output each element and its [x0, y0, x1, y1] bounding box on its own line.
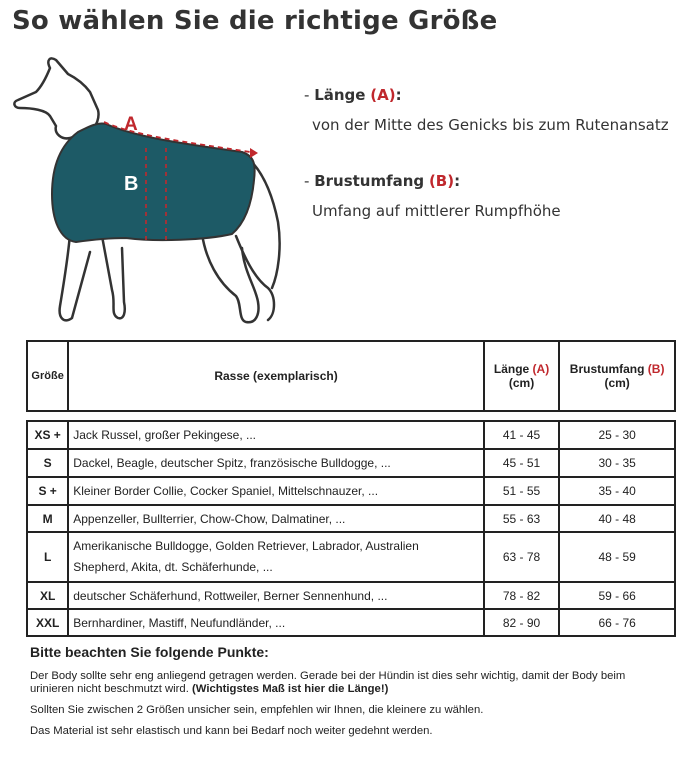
notes-title: Bitte beachten Sie folgende Punkte:: [30, 644, 269, 660]
chest-cell: 59 - 66: [559, 582, 675, 609]
header-length-unit: (cm): [508, 376, 535, 390]
length-cell: 45 - 51: [484, 449, 559, 477]
legend-length: [304, 86, 669, 134]
dog-coat: [52, 123, 255, 242]
legend-chest: [304, 172, 561, 220]
dog-outline: [14, 58, 98, 138]
header-size: Größe: [27, 341, 68, 411]
label-b: B: [124, 173, 139, 195]
chest-cell: 30 - 35: [559, 449, 675, 477]
chest-cell: 66 - 76: [559, 609, 675, 636]
header-length-code: (A): [532, 362, 550, 376]
header-length-name: Länge: [493, 362, 530, 376]
legend-chest-heading: [304, 172, 561, 190]
table-row: [27, 532, 675, 582]
table-row: [27, 505, 675, 532]
chest-cell: 35 - 40: [559, 477, 675, 505]
size-cell: M: [27, 505, 68, 532]
size-table: [26, 420, 676, 637]
breed-cell: Bernhardiner, Mastiff, Neufundländer, ...: [68, 609, 484, 636]
length-cell: 55 - 63: [484, 505, 559, 532]
chest-cell: 48 - 59: [559, 532, 675, 582]
length-cell: 63 - 78: [484, 532, 559, 582]
note-fit-text: Der Body sollte sehr eng anliegend getragen werden. Gerade bei der Hündin ist dies sehr wichtig, damit der Body beim urinieren nicht beschmutzt wird.: [30, 670, 626, 695]
breed-cell: [68, 532, 484, 582]
breed-line-2: Shepherd, Akita, dt. Schäferhunde, ...: [73, 560, 273, 574]
notes-section: [30, 644, 670, 746]
legend-length-description: von der Mitte des Genicks bis zum Rutenansatz: [312, 116, 669, 134]
size-cell: XS +: [27, 421, 68, 449]
note-size-choice: Sollten Sie zwischen 2 Größen unsicher sein, empfehlen wir Ihnen, die kleinere zu wählen.: [30, 704, 484, 716]
legend-chest-description: Umfang auf mittlerer Rumpfhöhe: [312, 202, 561, 220]
legend-chest-suffix: :: [454, 172, 461, 190]
header-chest-code: (B): [647, 362, 665, 376]
label-a: A: [124, 114, 138, 135]
chest-cell: 25 - 30: [559, 421, 675, 449]
dog-measurement-diagram: [6, 52, 296, 332]
table-row: [27, 421, 675, 449]
length-measure-arrow: [250, 148, 258, 158]
header-chest-name: Brustumfang: [569, 362, 645, 376]
legend-chest-name: Brustumfang: [314, 172, 425, 190]
breed-cell: deutscher Schäferhund, Rottweiler, Berner Sennenhund, ...: [68, 582, 484, 609]
length-cell: 51 - 55: [484, 477, 559, 505]
length-cell: 41 - 45: [484, 421, 559, 449]
size-cell: L: [27, 532, 68, 582]
note-fit: [30, 670, 670, 696]
size-table-header: [26, 340, 676, 412]
size-cell: XL: [27, 582, 68, 609]
legend-length-heading: [304, 86, 669, 104]
legend-chest-prefix: -: [304, 172, 315, 190]
legend-length-suffix: :: [395, 86, 402, 104]
breed-cell: Kleiner Border Collie, Cocker Spaniel, Mittelschnauzer, ...: [68, 477, 484, 505]
size-cell: S: [27, 449, 68, 477]
size-cell: S +: [27, 477, 68, 505]
header-chest: [559, 341, 675, 411]
length-cell: 78 - 82: [484, 582, 559, 609]
breed-cell: Appenzeller, Bullterrier, Chow-Chow, Dalmatiner, ...: [68, 505, 484, 532]
note-material: Das Material ist sehr elastisch und kann bei Bedarf noch weiter gedehnt werden.: [30, 725, 433, 737]
breed-line-1: Amerikanische Bulldogge, Golden Retriever, Labrador, Australien: [73, 539, 419, 553]
header-row: [27, 341, 675, 411]
chest-cell: 40 - 48: [559, 505, 675, 532]
dog-front-legs: [60, 234, 125, 320]
page-title: So wählen Sie die richtige Größe: [12, 6, 498, 36]
table-row: [27, 477, 675, 505]
breed-cell: Dackel, Beagle, deutscher Spitz, französische Bulldogge, ...: [68, 449, 484, 477]
table-row: [27, 582, 675, 609]
header-breed: Rasse (exemplarisch): [68, 341, 484, 411]
size-cell: XXL: [27, 609, 68, 636]
header-length: [484, 341, 559, 411]
table-row: [27, 609, 675, 636]
legend-length-code: (A): [370, 86, 396, 104]
length-cell: 82 - 90: [484, 609, 559, 636]
breed-cell: Jack Russel, großer Pekingese, ...: [68, 421, 484, 449]
legend-chest-code: (B): [428, 172, 455, 190]
note-fit-emphasis: (Wichtigstes Maß ist hier die Länge!): [192, 683, 389, 695]
legend-length-prefix: -: [304, 86, 315, 104]
dog-hind-legs: [202, 234, 274, 322]
legend-length-name: Länge: [314, 86, 366, 104]
table-row: [27, 449, 675, 477]
header-chest-unit: (cm): [604, 376, 630, 390]
